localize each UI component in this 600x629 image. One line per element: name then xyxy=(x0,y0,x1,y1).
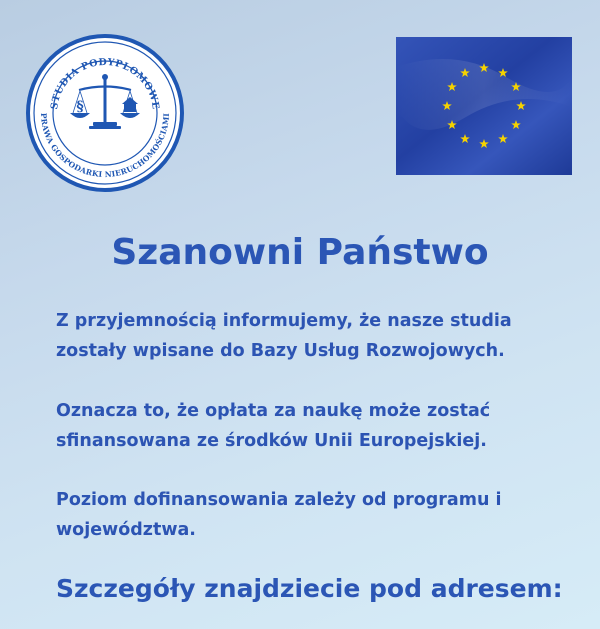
paragraph-bur-listing xyxy=(56,306,556,366)
paragraph-line: Z przyjemnością informujemy, że nasze studia xyxy=(56,311,512,331)
paragraph-line: sfinansowana ze środków Unii Europejskiej. xyxy=(56,431,487,451)
studia-podyplomowe-logo xyxy=(25,33,185,193)
paragraph-line: Poziom dofinansowania zależy od programu i xyxy=(56,490,502,510)
paragraph-icon: § xyxy=(76,99,84,115)
paragraph-line: zostały wpisane do Bazy Usług Rozwojowych. xyxy=(56,341,505,361)
paragraph-line: województwa. xyxy=(56,520,196,540)
eu-flag xyxy=(396,37,572,175)
paragraph-funding-level xyxy=(56,485,556,545)
details-address-heading: Szczegóły znajdziecie pod adresem: xyxy=(56,574,563,603)
page-heading: Szanowni Państwo xyxy=(111,232,489,273)
logo-bottom-text: PRAWA GOSPODARKI NIERUCHOMOŚCIAMI xyxy=(38,112,172,180)
paragraph-line: Oznacza to, że opłata za naukę może zostać xyxy=(56,401,491,421)
logo-top-text: STUDIA PODYPLOMOWE xyxy=(49,56,161,111)
paragraph-eu-funding xyxy=(56,396,556,456)
